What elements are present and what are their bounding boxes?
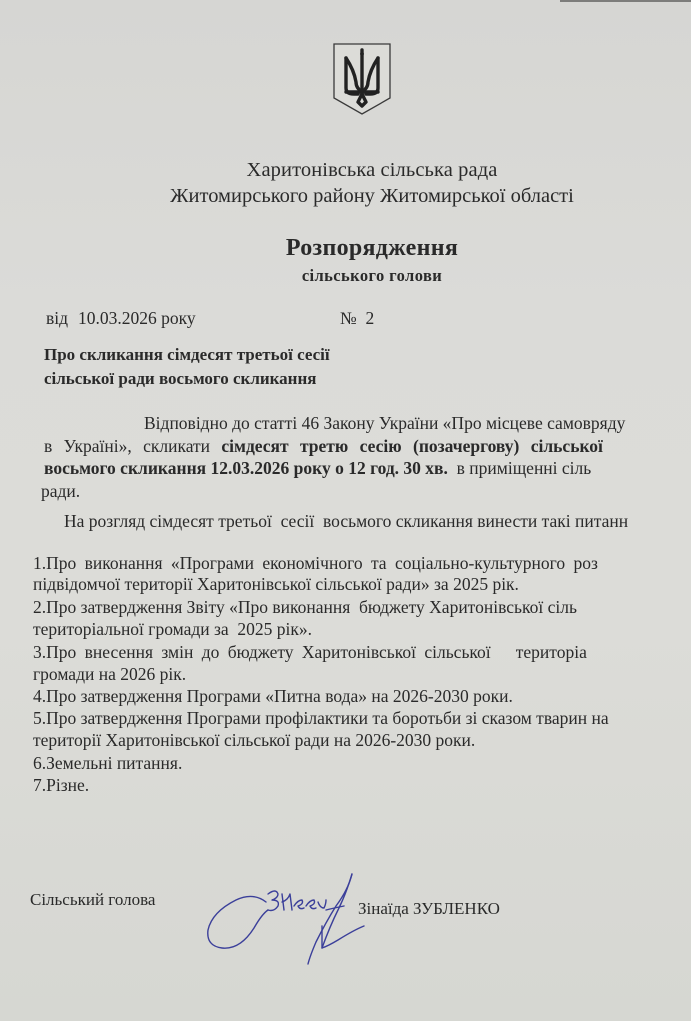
body-text-bold: восьмого скликання 12.03.2026 року о 12 год. 30 хв. [44, 458, 448, 478]
handwritten-signature [198, 870, 368, 970]
date-line [46, 308, 196, 329]
agenda-item-2-line-2: територіальної громади за 2025 рік». [33, 619, 313, 639]
agenda-item-3-line-2: громади на 2026 рік. [33, 664, 187, 684]
document-title: Розпорядження [285, 235, 459, 261]
body-paragraph-line-3 [44, 458, 591, 479]
document-subtitle: сільського голови [301, 266, 443, 285]
organization-district: Житомирського району Житомирської області [170, 185, 574, 207]
signatory-name: Зінаїда ЗУБЛЕНКО [358, 899, 500, 918]
body-text-regular: в приміщенні сіль [447, 458, 592, 478]
coat-of-arms-icon [332, 42, 392, 116]
body-paragraph-line-2 [44, 436, 603, 457]
document-date: 10.03.2026 року [78, 308, 196, 328]
document-number: № 2 [340, 308, 375, 328]
date-prefix: від [46, 308, 69, 328]
agenda-item-7: 7.Різне. [33, 775, 90, 795]
agenda-item-1-line-1: 1.Про виконання «Програми економічного та соціально-культурного роз [33, 553, 598, 573]
body-text-bold: сімдесят третю сесію (позачергову) сільської [221, 436, 603, 456]
agenda-item-5-line-1: 5.Про затвердження Програми профілактики та боротьби зі сказом тварин на [33, 708, 609, 728]
agenda-intro: На розгляд сімдесят третьої сесії восьмого скликання винести такі питанн [64, 511, 629, 531]
agenda-item-3-line-1: 3.Про внесення змін до бюджету Харитонівської сільської територіа [33, 642, 587, 662]
organization-name: Харитонівська сільська рада [246, 159, 498, 181]
subject-line-1: Про скликання сімдесят третьої сесії [44, 345, 330, 364]
signatory-role: Сільський голова [30, 890, 156, 909]
paper-edge-shadow [560, 0, 691, 2]
agenda-item-6: 6.Земельні питання. [33, 753, 183, 773]
agenda-item-1-line-2: підвідомчої території Харитонівської сільської ради» за 2025 рік. [33, 574, 519, 594]
agenda-item-4: 4.Про затвердження Програми «Питна вода» на 2026-2030 роки. [33, 686, 513, 706]
body-paragraph-line-1: Відповідно до статті 46 Закону України «Про місцеве самовряду [144, 413, 626, 433]
subject-line-2: сільської ради восьмого скликання [44, 369, 317, 388]
agenda-item-2-line-1: 2.Про затвердження Звіту «Про виконання бюджету Харитонівської сіль [33, 597, 577, 617]
body-paragraph-line-4: ради. [41, 481, 81, 501]
agenda-item-5-line-2: території Харитонівської сільської ради на 2026-2030 роки. [33, 730, 476, 750]
body-text-regular: в Україні», скликати [44, 436, 222, 456]
